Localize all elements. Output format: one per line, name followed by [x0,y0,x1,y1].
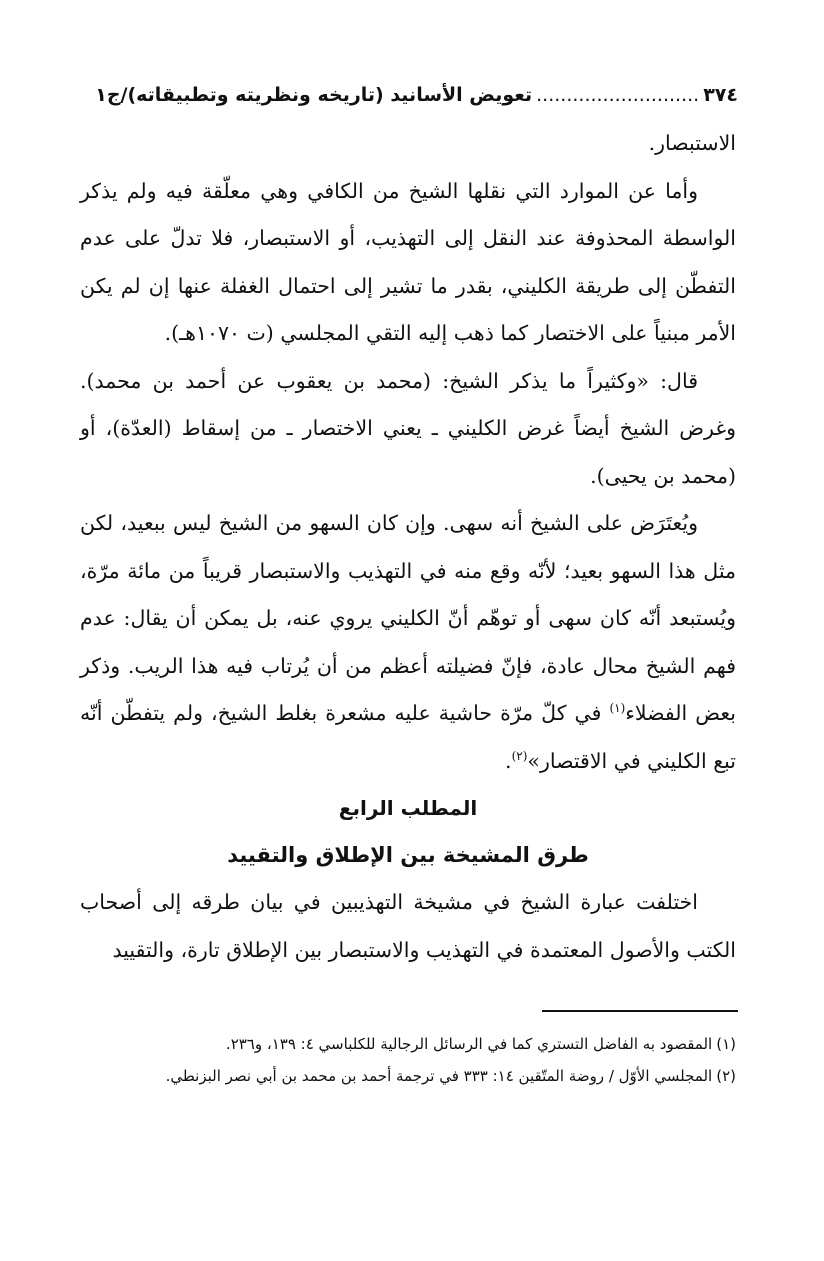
footnotes [82,1028,736,1092]
footnote-ref-2[interactable]: (٢) [511,748,528,763]
footnote-separator [542,1010,738,1012]
paragraph-quote: قال: «وكثيراً ما يذكر الشيخ: (محمد بن يعقوب عن أحمد بن محمد). وغرض الشيخ أيضاً غرض الكليني ـ يعني الاختصار ـ من إسقاط (العدّة)، أو (محمد بن يحيى). [80,368,736,488]
header-leader-dots: ........................... [536,84,700,106]
footnote-ref-1[interactable]: (١) [609,701,626,716]
paragraph-sources: وأما عن الموارد التي نقلها الشيخ من الكافي وهي معلّقة فيه ولم يذكر الواسطة المحذوفة عند النقل إلى التهذيب، أو الاستبصار، فلا تدلّ على عدم التفطّن إلى طريقة الكليني، بقدر ما تشير إلى احتمال الغفلة عنها إن لم يكن الأمر مبنياً على الاختصار كما ذهب إليه التقي المجلسي (ت ١٠٧٠هـ). [80,178,736,345]
paragraph-section-intro: اختلفت عبارة الشيخ في مشيخة التهذيبين في بيان طرقه إلى أصحاب الكتب والأصول المعتمدة في التهذيب والاستبصار بين الإطلاق تارة، والتقييد [80,890,736,962]
section-heading: المطلب الرابع [338,796,478,820]
page-number: ٣٧٤ [703,84,738,106]
objection-text: ويُعتَرَض على الشيخ أنه سهى. وإن كان السهو من الشيخ ليس ببعيد، لكن مثل هذا السهو بعيد؛ لأنّه وقع منه في التهذيب والاستبصار قريباً من مائة مرّة، ويُستبعد أنّه كان سهى أو توهّم أنّ الكليني يروي عنه، بل يمكن أن يقال: عدم فهم الشيخ محال عادة، فإنّ فضيلته أعظم من أن يُرتاب فيه هذا الريب. وذكر بعض الفضلاء [80,511,737,725]
footnote-2-number: (٢) [716,1067,736,1085]
paragraph-objection [80,500,736,785]
running-header [88,80,738,110]
section-subheading: طرق المشيخة بين الإطلاق والتقييد [227,843,589,867]
objection-text-cont: في كلّ مرّة حاشية عليه مشعرة بغلط الشيخ، ولم يتفطّن أنّه تبع الكليني في الاقتصار» [80,701,736,773]
footnote-1 [82,1028,736,1060]
paragraph-continuation: الاستبصار. [648,131,736,155]
footnote-2 [82,1060,736,1092]
footnote-2-text: المجلسي الأوّل / روضة المتّقين ١٤: ٣٣٣ في ترجمة أحمد بن محمد بن أبي نصر البزنطي. [165,1067,713,1085]
footnote-1-number: (١) [716,1035,736,1053]
main-text [80,120,736,974]
book-title: تعويض الأسانيد (تاريخه ونظريته وتطبيقاته)/ج١ [95,84,533,106]
footnote-1-text: المقصود به الفاضل التستري كما في الرسائل الرجالية للكلباسي ٤: ١٣٩، و٢٣٦. [225,1035,713,1053]
objection-text-end: . [505,748,512,773]
